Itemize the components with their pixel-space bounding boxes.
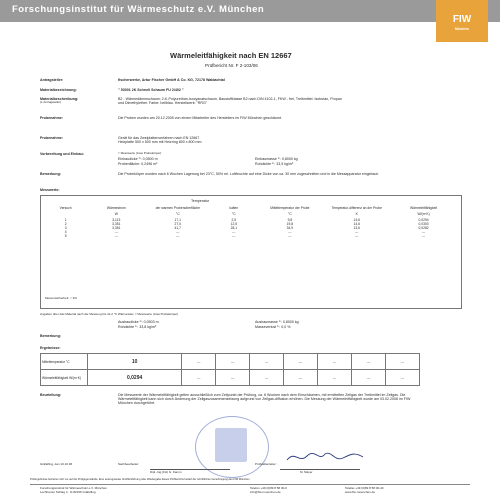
table-cell: 0,0294 (418, 218, 429, 222)
leiter-label: Prüfstellenleiter: (255, 462, 277, 466)
messwerte-box (40, 195, 462, 309)
row-label: Wärmeleitfähigkeit W/(m·K) (41, 370, 88, 386)
unit-cell (43, 210, 88, 218)
footer-address-1: Forschungsinstitut für Wärmeschutz e.V. München (40, 486, 107, 490)
field-label-vorbereitung: Vorbereitung und Einbau: (40, 152, 84, 156)
table-cell: 27,0 (174, 222, 181, 226)
after-bemerkung-label: Bemerkung: (40, 334, 61, 338)
table-cell: 19,8 (286, 222, 294, 226)
field-value-pruefeinrichtung: Gerät für das Zweiplattenverfahren nach EN 12667 Heizplatte 500 x 500 mm mit Heizring 800 x 800 mm (118, 136, 202, 145)
field-value-antragsteller: fischerwerke, Artur Fischer GmbH & Co. KG, 72178 Waldachtal (118, 78, 225, 82)
unit-cell: °C (231, 212, 236, 216)
rohdichte: Rohdichte ¹⁾: 33,9 kg/m³ (255, 162, 294, 166)
fiw-logo (436, 0, 488, 42)
footer-address-2: Lochhamer Schlag 4 · D-82166 Gräfelfing (40, 490, 96, 494)
table-cell: --- (318, 354, 352, 370)
footer-website: www.fiw-muenchen.de (345, 490, 376, 494)
footer-phone: Telefon +49 (0)89 8 58 00-0 (250, 486, 287, 490)
table-cell: --- (114, 234, 118, 238)
field-value-vorbereitung: ¹⁾ Messwerte (zwei Probekörper) (118, 151, 162, 155)
table-row (41, 354, 420, 370)
messunsicherheit: Messunsicherheit: < 3% (45, 296, 77, 300)
table-cell: --- (385, 354, 419, 370)
logo-text: FIW (452, 14, 472, 25)
table-cell: 5 (64, 234, 67, 238)
rohdichte-after: Rohdichte ¹⁾: 33,8 kg/m³ (118, 325, 157, 329)
table-cell: 14,6 (353, 222, 360, 226)
col-header: kalten (229, 206, 239, 210)
table-cell: --- (250, 354, 284, 370)
table-cell: --- (288, 230, 292, 234)
signer-1: Dipl.-Ing.(FH) G. Kamm (150, 470, 182, 474)
table-cell: --- (421, 230, 426, 234)
table-cell: --- (182, 370, 216, 386)
report-number: Prüfbericht Nr. F 2-103/06 (205, 63, 258, 68)
field-value-bemerkung: Die Probekörper wurden nach 6 Wochen Lagerung bei 23°C, 50% rel. Luftfeuchte auf eine Dicke von ca. 30 mm zugeschnitten und in die Messapparatur eingebaut. (118, 172, 379, 176)
table-cell: --- (114, 230, 118, 234)
col-header: der warmen Probenoberfläche (155, 206, 200, 210)
messwerte-unit-row (43, 210, 457, 218)
table-cell: 1 (64, 218, 67, 222)
ausbaumasse: Ausbaumasse ¹⁾: 0,8000 kg (255, 320, 299, 324)
table-row (43, 234, 457, 238)
table-cell: --- (352, 370, 386, 386)
col-header: Wärmeleitfähigkeit (410, 206, 438, 210)
masseverlust: Masseverlust ¹⁾: 0,0 % (255, 325, 291, 329)
field-label-material: Materialbezeichnung: (40, 88, 77, 92)
table-cell: 9,8 (287, 218, 293, 222)
table-cell: --- (352, 354, 386, 370)
field-sub-beschreibung: (1 Antragsteller) (40, 100, 62, 104)
field-value-beschreibung: B2 - Wärmedämmschaum; 2-K-Polyurethan-Isocyanatschaum, Baustoffklasse B2 nach DIN 4102-1, FKW - frei, Treibmittel: Isobutan, Propan und Dimethylether. Farbe: hellblau. Herstellwerk: "RRG" (118, 97, 342, 106)
field-label-pruefeinrichtung: Probenahme: (40, 136, 63, 140)
unit-cell: K (355, 212, 358, 216)
field-label-probenahme: Probenahme: (40, 116, 63, 120)
col-header: Versuch (59, 206, 72, 210)
table-cell: 0,0300 (418, 222, 429, 226)
messwerte-table (43, 206, 457, 238)
table-row (41, 370, 420, 386)
table-cell: 3,113 (112, 218, 121, 222)
col-header: Mitteltemperatur der Probe (270, 206, 310, 210)
field-value-material: " 53001 2K Schnell Schaum FU 2/402 " (118, 88, 184, 92)
table-cell: 0,0282 (418, 226, 429, 230)
ausbaudicke: Ausbaudicke ¹⁾: 0,0503 m (118, 320, 159, 324)
after-intro: Angaben über das Material nach der Messung bis 41,2 °C Wärmestau: ¹⁾ Messwerte (zwei Probekörper) (40, 312, 179, 316)
table-cell: --- (284, 354, 318, 370)
table-cell: 2 (64, 222, 67, 226)
table-cell: 0,0294 (88, 370, 182, 386)
table-cell: 13,6 (353, 226, 360, 230)
unit-cell: °C (288, 212, 292, 216)
probenflaeche: Probenfläche: 0,2496 m² (118, 162, 158, 166)
unit-cell: °C (175, 212, 180, 216)
logo-subtext: München (455, 27, 469, 31)
table-cell: 3,351 (112, 226, 121, 230)
table-cell: 3,351 (112, 222, 121, 226)
place-date: Gräfelfing, den 10.10.06 (40, 462, 73, 466)
messwerte-label: Messwerte: (40, 188, 60, 192)
signature-line (280, 469, 360, 470)
table-cell: 10 (88, 354, 182, 370)
footer-divider (30, 484, 470, 485)
unit-cell: W (114, 212, 118, 216)
col-header: Wärmestrom (106, 206, 126, 210)
beurteilung-label: Beurteilung: (40, 393, 62, 397)
einbaumasse: Einbaumasse ¹⁾: 0,8000 kg (255, 157, 298, 161)
table-cell: --- (250, 370, 284, 386)
table-cell: --- (216, 354, 250, 370)
ergebnisse-table (40, 353, 420, 386)
table-cell: 41,7 (174, 226, 181, 230)
table-cell: --- (355, 234, 359, 238)
table-cell: --- (385, 370, 419, 386)
sachbearbeiter-label: Sachbearbeiter: (118, 462, 140, 466)
col-header: Temperatur-differenz an der Probe (331, 206, 382, 210)
beurteilung-text: Die Messwerte der Wärmeleitfähigkeit gelten ausschließlich zum Zeitpunkt der Prüfung, ca. 6 Wochen nach dem Einschäumen, mit ermittelten Zellgas der Treibmittel im Zellgas. Die Wärmeleitfähigkeit kann sich durch Änderung der Zellgaszusammensetzung aufgrund von Zellgas-diffusion erhöhen. Die Messung der Wärmeleitfähigkeit wurde am 03.02.2006 im FIW München durchgeführt. (118, 393, 411, 406)
table-cell: --- (421, 234, 426, 238)
table-cell: 3 (64, 226, 67, 230)
table-cell: --- (182, 354, 216, 370)
table-cell: --- (288, 234, 292, 238)
footer-note: Prüfergebnisse beziehen sich nur auf die Prüfgegenstände. Eine auszugsweise Veröffentlichung oder Wiedergabe dieses Prüfberichts bedarf der schriftlichen Genehmigung des FIW München (30, 478, 250, 481)
table-cell: 17,1 (174, 218, 181, 222)
field-label-antragsteller: Antragsteller: (40, 78, 64, 82)
page-title: Wärmeleitfähigkeit nach EN 12667 (170, 51, 292, 60)
stamp-logo (215, 428, 247, 462)
einbaudicke: Einbaudicke ¹⁾: 0,0500 m (118, 157, 158, 161)
table-cell: 12,5 (230, 222, 238, 226)
institute-name: Forschungsinstitut für Wärmeschutz e.V. München (12, 4, 265, 15)
field-value-probenahme: Die Proben wurden am 20.12.2005 von einem Mitarbeiter des Herstellers im FIW München geschäumt. (118, 116, 282, 120)
table-cell: --- (318, 370, 352, 386)
table-cell: --- (232, 234, 236, 238)
ergebnisse-label: Ergebnisse: (40, 346, 61, 350)
table-cell: 34,9 (286, 226, 294, 230)
table-cell: --- (176, 230, 180, 234)
field-label-bemerkung: Bemerkung: (40, 172, 61, 176)
table-cell: 4 (64, 230, 67, 234)
table-cell: --- (216, 370, 250, 386)
signer-2: M. Mayer (300, 470, 313, 474)
footer-email: info@fiw-muenchen.de (250, 490, 281, 494)
footer-fax: Telefax +49 (0)89 8 58 00-40 (345, 486, 384, 490)
table-cell: 2,5 (231, 218, 237, 222)
table-cell: 14,6 (353, 218, 360, 222)
table-cell: 28,1 (230, 226, 238, 230)
field-label-beschreibung: Materialbeschreibung: (40, 97, 79, 101)
table-cell: --- (232, 230, 236, 234)
row-label: Mitteltemperatur °C (41, 354, 88, 370)
handwritten-signature (285, 448, 365, 466)
temp-header: Temperatur (191, 199, 210, 203)
table-cell: --- (355, 230, 359, 234)
table-cell: --- (176, 234, 180, 238)
table-cell: --- (284, 370, 318, 386)
unit-cell: W/(m·K) (417, 212, 430, 216)
